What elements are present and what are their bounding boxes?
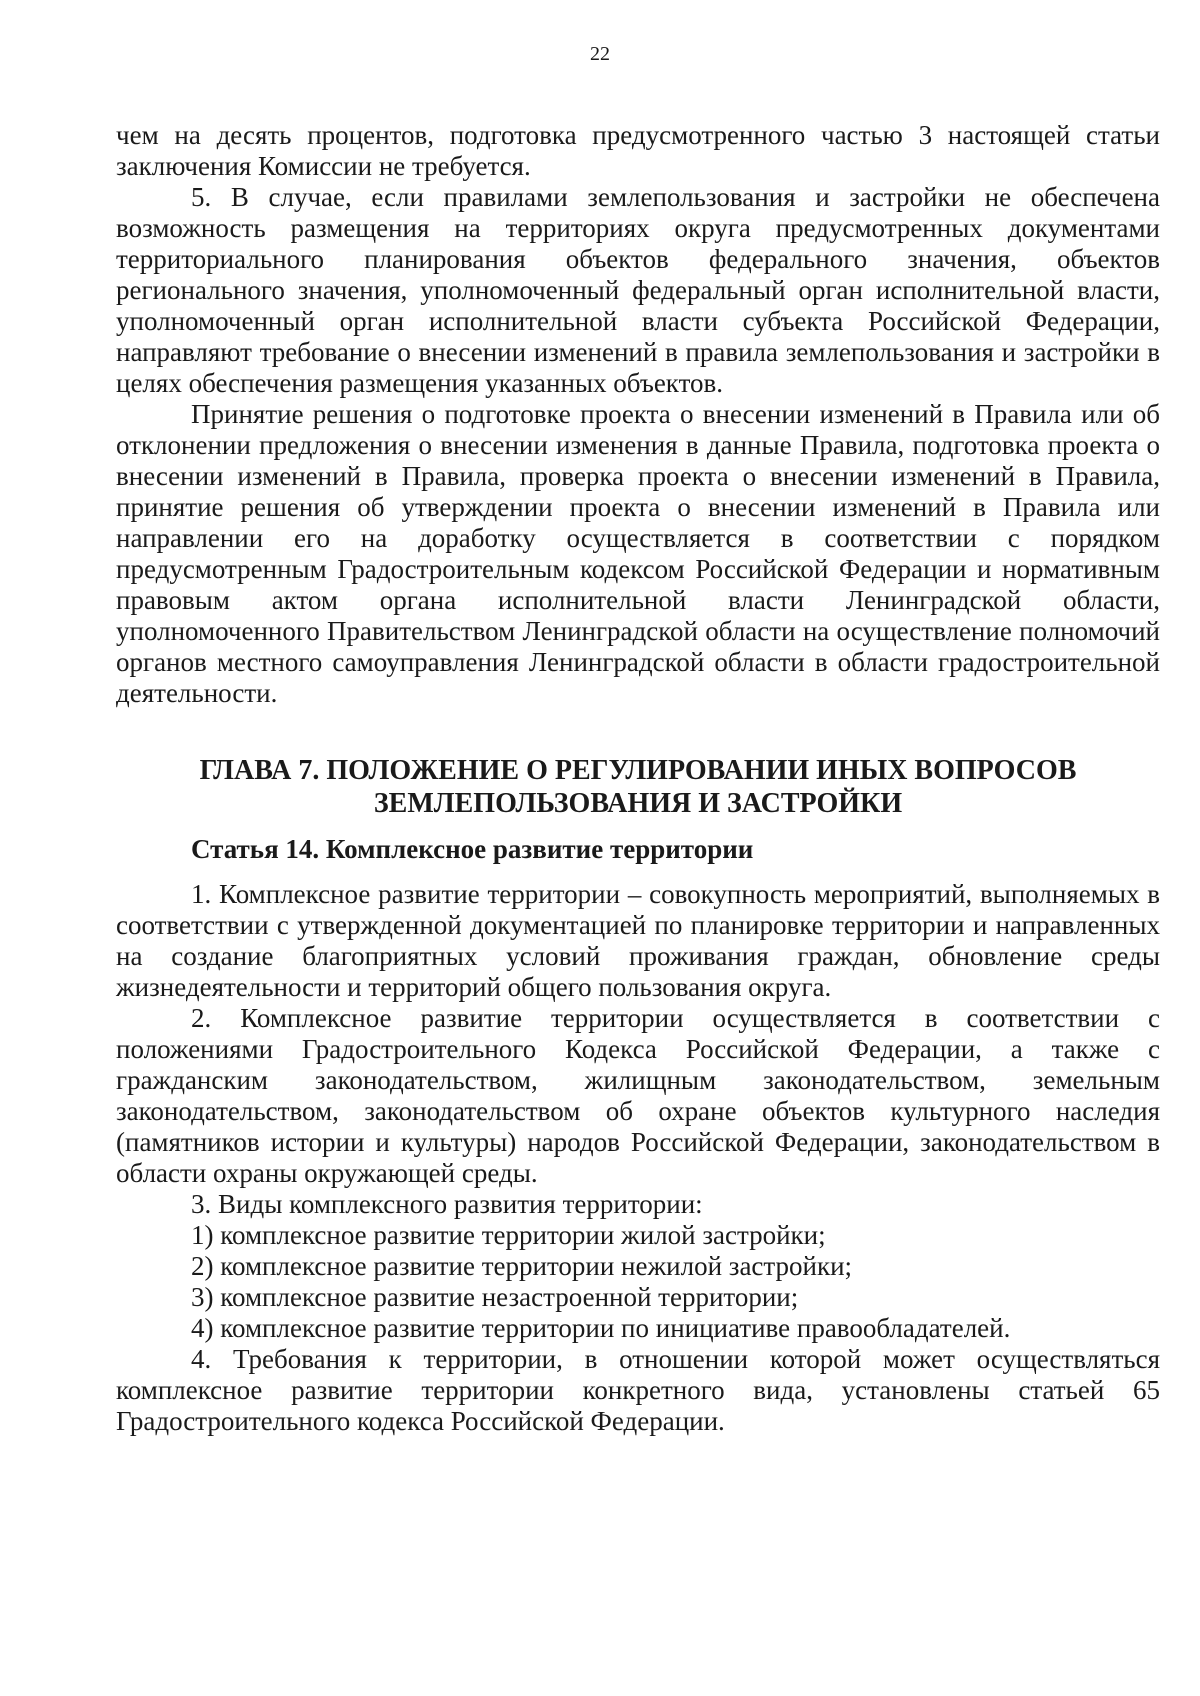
list-item-4: 4) комплексное развитие территории по инициативе правообладателей. (191, 1313, 1011, 1343)
article-paragraph-4: 4. Требования к территории, в отношении которой может осуществляться комплексное развитие территории конкретного вида, установлены статьей 65 Градостроительного кодекса Российской Федерации. (116, 1344, 1160, 1436)
list-item-3: 3) комплексное развитие незастроенной территории; (191, 1282, 799, 1312)
article-paragraph-3: 3. Виды комплексного развития территории: (191, 1189, 703, 1219)
list-item-2: 2) комплексное развитие территории нежилой застройки; (191, 1251, 853, 1281)
page-number: 22 (590, 43, 610, 65)
article-title: Статья 14. Комплексное развитие территории (191, 834, 754, 864)
paragraph-procedure: Принятие решения о подготовке проекта о внесении изменений в Правила или об отклонении предложения о внесении изменения в данные Правила, подготовка проекта о внесении изменений в Правила, проверка проекта о внесении изменений в Правила, принятие решения об утверждении проекта о внесении изменений в Правила или направлении его на доработку осуществляется в соответствии с порядком предусмотренным Градостроительным кодексом Российской Федерации и нормативным правовым актом органа исполнительной власти Ленинградской области, уполномоченного Правительством Ленинградской области на осуществление полномочий органов местного самоуправления Ленинградской области в области градостроительной деятельности. (116, 399, 1160, 708)
article-paragraph-2: 2. Комплексное развитие территории осуществляется в соответствии с положениями Градостроительного Кодекса Российской Федерации, а также с гражданским законодательством, жилищным законодательством, земельным законодательством, законодательством об охране объектов культурного наследия (памятников истории и культуры) народов Российской Федерации, законодательством в области охраны окружающей среды. (116, 1003, 1160, 1188)
paragraph-continuation: чем на десять процентов, подготовка предусмотренного частью 3 настоящей статьи заключения Комиссии не требуется. (116, 120, 1160, 181)
article-paragraph-1: 1. Комплексное развитие территории – совокупность мероприятий, выполняемых в соответствии с утвержденной документацией по планировке территории и направленных на создание благоприятных условий проживания граждан, обновление среды жизнедеятельности и территорий общего пользования округа. (116, 879, 1160, 1002)
paragraph-item-5: 5. В случае, если правилами землепользования и застройки не обеспечена возможность размещения на территориях округа предусмотренных документами территориального планирования объектов федерального значения, объектов регионального значения, уполномоченный федеральный орган исполнительной власти, уполномоченный орган исполнительной власти субъекта Российской Федерации, направляют требование о внесении изменений в правила землепользования и застройки в целях обеспечения размещения указанных объектов. (116, 182, 1160, 398)
document-body (116, 120, 1160, 1437)
list-item-1: 1) комплексное развитие территории жилой застройки; (191, 1220, 826, 1250)
chapter-title: ГЛАВА 7. ПОЛОЖЕНИЕ О РЕГУЛИРОВАНИИ ИНЫХ ВОПРОСОВ ЗЕМЛЕПОЛЬЗОВАНИЯ И ЗАСТРОЙКИ (199, 755, 1077, 819)
